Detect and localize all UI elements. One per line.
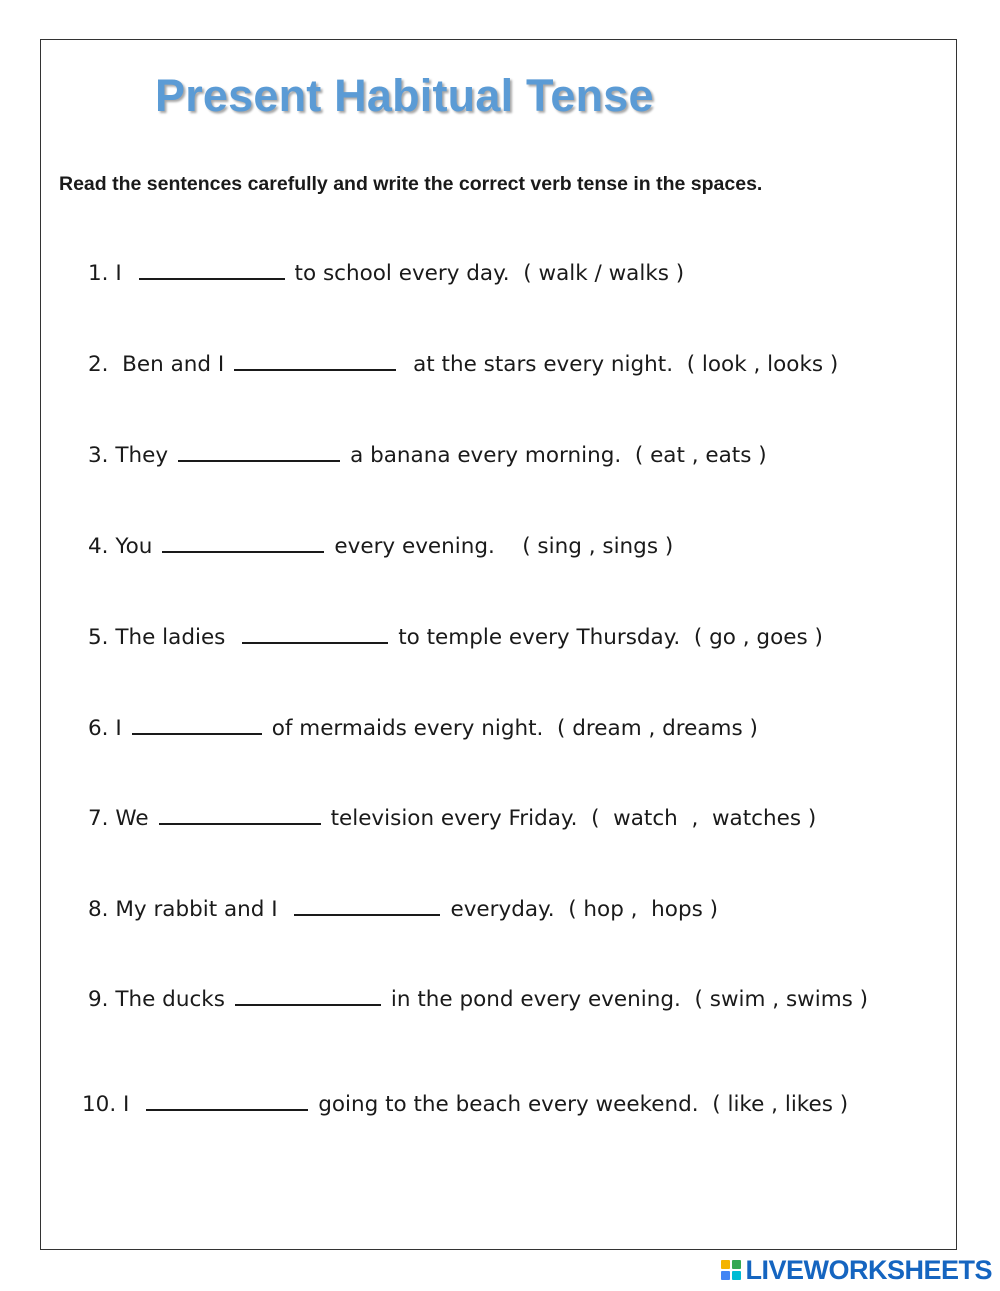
logo-tile: [721, 1271, 730, 1280]
answer-blank-9[interactable]: [235, 984, 381, 1006]
question-1: [88, 258, 684, 286]
question-text: a banana every morning. ( eat , eats ): [350, 443, 767, 468]
liveworksheets-brand[interactable]: [721, 1255, 992, 1285]
answer-blank-10[interactable]: [146, 1089, 308, 1111]
answer-blank-8[interactable]: [294, 894, 440, 916]
question-prefix: 6. I: [88, 716, 122, 741]
answer-blank-1[interactable]: [139, 258, 285, 280]
logo-tile: [732, 1260, 741, 1269]
question-prefix: 3. They: [88, 443, 169, 468]
question-text: of mermaids every night. ( dream , dreams ): [271, 716, 758, 741]
question-9: [88, 984, 868, 1012]
question-2: [88, 349, 838, 377]
question-7: [88, 803, 816, 831]
question-6: [88, 713, 758, 741]
question-prefix: 1. I: [88, 261, 129, 286]
logo-tile: [732, 1271, 741, 1280]
answer-blank-7[interactable]: [159, 803, 321, 825]
question-prefix: 4. You: [88, 534, 153, 559]
liveworksheets-logo-icon: [721, 1260, 741, 1280]
question-text: to school every day. ( walk / walks ): [294, 261, 685, 286]
question-text: at the stars every night. ( look , looks ): [406, 352, 839, 377]
question-10: [82, 1089, 848, 1117]
answer-blank-5[interactable]: [242, 622, 388, 644]
instructions: Read the sentences carefully and write the correct verb tense in the spaces.: [59, 173, 763, 195]
question-prefix: 8. My rabbit and I: [88, 897, 285, 922]
question-prefix: 7. We: [88, 806, 149, 831]
answer-blank-6[interactable]: [132, 713, 262, 735]
question-prefix: 10. I: [82, 1092, 137, 1117]
brand-name: LIVEWORKSHEETS: [745, 1254, 992, 1285]
question-3: [88, 440, 767, 468]
answer-blank-3[interactable]: [178, 440, 340, 462]
question-5: [88, 622, 823, 650]
question-text: in the pond every evening. ( swim , swims ): [390, 987, 869, 1012]
question-text: everyday. ( hop , hops ): [450, 897, 719, 922]
question-prefix: 2. Ben and I: [88, 352, 225, 377]
question-4: [88, 531, 673, 559]
question-text: going to the beach every weekend. ( like , likes ): [318, 1092, 849, 1117]
question-text: television every Friday. ( watch , watches ): [330, 806, 817, 831]
question-text: every evening. ( sing , sings ): [334, 534, 674, 559]
question-8: [88, 894, 718, 922]
worksheet-title: Present Habitual Tense: [155, 70, 654, 121]
answer-blank-2[interactable]: [234, 349, 396, 371]
question-prefix: 9. The ducks: [88, 987, 225, 1012]
question-prefix: 5. The ladies: [88, 625, 233, 650]
answer-blank-4[interactable]: [162, 531, 324, 553]
question-text: to temple every Thursday. ( go , goes ): [398, 625, 823, 650]
logo-tile: [721, 1260, 730, 1269]
